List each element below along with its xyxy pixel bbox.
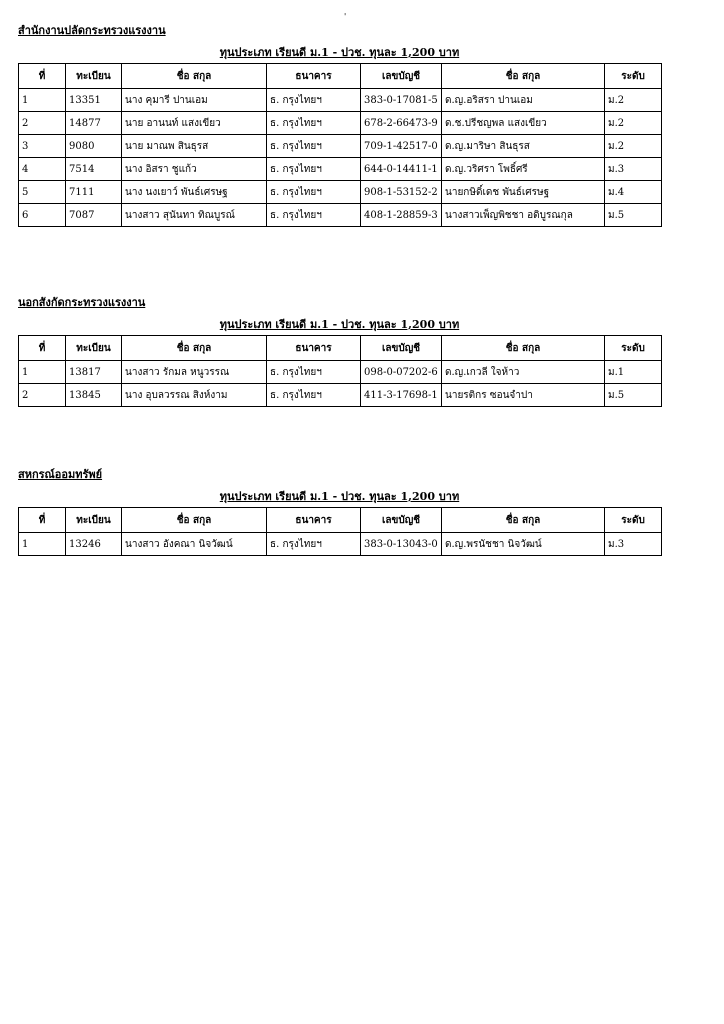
cell-parent-name: นาย อานนท์ แสงเขียว	[122, 112, 267, 135]
cell-registration: 13246	[66, 533, 122, 556]
cell-no: 1	[19, 533, 66, 556]
section-savings-cooperative	[18, 468, 661, 556]
cell-parent-name: นางสาว อังคณา นิจวัฒน์	[122, 533, 267, 556]
header-no: ที่	[19, 64, 66, 89]
header-parent-name: ชื่อ สกุล	[122, 64, 267, 89]
section-title: สำนักงานปลัดกระทรวงแรงงาน	[18, 24, 166, 37]
stray-mark: '	[344, 12, 347, 21]
header-registration: ทะเบียน	[66, 64, 122, 89]
table-header-row	[19, 508, 662, 533]
cell-student-name: ด.ญ.พรนัชชา นิจวัฒน์	[442, 533, 605, 556]
cell-registration: 7087	[66, 204, 122, 227]
cell-account-number: 644-0-14411-1	[361, 158, 442, 181]
header-registration: ทะเบียน	[66, 336, 122, 361]
table-row	[19, 204, 662, 227]
table-row	[19, 533, 662, 556]
header-account-number: เลขบัญชี	[361, 64, 442, 89]
cell-student-name: ด.ญ.วริศรา โพธิ์ศรี	[442, 158, 605, 181]
cell-level: ม.2	[605, 112, 662, 135]
cell-account-number: 411-3-17698-1	[361, 384, 442, 407]
cell-bank: ธ. กรุงไทยฯ	[267, 89, 361, 112]
table-row	[19, 181, 662, 204]
table-row	[19, 384, 662, 407]
table-header-row	[19, 64, 662, 89]
cell-no: 6	[19, 204, 66, 227]
scholarship-table	[18, 63, 662, 227]
table-caption: ทุนประเภท เรียนดี ม.1 - ปวช. ทุนละ 1,200 บาท	[219, 46, 460, 59]
cell-student-name: นายกษิดิ์เดช พันธ์เศรษฐ	[442, 181, 605, 204]
cell-registration: 13845	[66, 384, 122, 407]
table-row	[19, 89, 662, 112]
cell-no: 1	[19, 89, 66, 112]
header-parent-name: ชื่อ สกุล	[122, 336, 267, 361]
cell-level: ม.3	[605, 533, 662, 556]
scholarship-table	[18, 507, 662, 556]
cell-no: 5	[19, 181, 66, 204]
cell-no: 2	[19, 384, 66, 407]
header-level: ระดับ	[605, 64, 662, 89]
cell-parent-name: นาย มาณพ สินธุรส	[122, 135, 267, 158]
cell-bank: ธ. กรุงไทยฯ	[267, 158, 361, 181]
table-caption: ทุนประเภท เรียนดี ม.1 - ปวช. ทุนละ 1,200 บาท	[219, 318, 460, 331]
header-no: ที่	[19, 336, 66, 361]
cell-account-number: 678-2-66473-9	[361, 112, 442, 135]
header-parent-name: ชื่อ สกุล	[122, 508, 267, 533]
cell-student-name: ด.ญ.มาริษา สินธุรส	[442, 135, 605, 158]
header-bank: ธนาคาร	[267, 508, 361, 533]
section-title: นอกสังกัดกระทรวงแรงงาน	[18, 296, 146, 309]
header-level: ระดับ	[605, 508, 662, 533]
section-office-of-permanent-secretary	[18, 24, 661, 227]
cell-bank: ธ. กรุงไทยฯ	[267, 384, 361, 407]
cell-registration: 13351	[66, 89, 122, 112]
table-row	[19, 135, 662, 158]
cell-registration: 14877	[66, 112, 122, 135]
cell-parent-name: นาง อุบลวรรณ สิงห์งาม	[122, 384, 267, 407]
cell-account-number: 709-1-42517-0	[361, 135, 442, 158]
cell-level: ม.3	[605, 158, 662, 181]
table-row	[19, 158, 662, 181]
cell-student-name: ด.ญ.อริสรา ปานเอม	[442, 89, 605, 112]
cell-account-number: 908-1-53152-2	[361, 181, 442, 204]
cell-bank: ธ. กรุงไทยฯ	[267, 112, 361, 135]
header-student-name: ชื่อ สกุล	[442, 508, 605, 533]
cell-bank: ธ. กรุงไทยฯ	[267, 135, 361, 158]
cell-parent-name: นางสาว สุนันทา ทิณบูรณ์	[122, 204, 267, 227]
header-no: ที่	[19, 508, 66, 533]
table-row	[19, 361, 662, 384]
cell-level: ม.1	[605, 361, 662, 384]
cell-registration: 7514	[66, 158, 122, 181]
cell-parent-name: นาง นงเยาว์ พันธ์เศรษฐ	[122, 181, 267, 204]
section-title: สหกรณ์ออมทรัพย์	[18, 468, 103, 481]
cell-level: ม.5	[605, 204, 662, 227]
cell-bank: ธ. กรุงไทยฯ	[267, 533, 361, 556]
cell-account-number: 383-0-13043-0	[361, 533, 442, 556]
cell-registration: 13817	[66, 361, 122, 384]
cell-bank: ธ. กรุงไทยฯ	[267, 181, 361, 204]
cell-bank: ธ. กรุงไทยฯ	[267, 204, 361, 227]
header-level: ระดับ	[605, 336, 662, 361]
cell-account-number: 383-0-17081-5	[361, 89, 442, 112]
table-row	[19, 112, 662, 135]
cell-level: ม.2	[605, 89, 662, 112]
header-account-number: เลขบัญชี	[361, 508, 442, 533]
cell-registration: 9080	[66, 135, 122, 158]
cell-student-name: นายรติกร ซอนจำปา	[442, 384, 605, 407]
cell-no: 3	[19, 135, 66, 158]
table-caption: ทุนประเภท เรียนดี ม.1 - ปวช. ทุนละ 1,200 บาท	[219, 490, 460, 503]
cell-student-name: ด.ช.ปรีชญพล แสงเขียว	[442, 112, 605, 135]
cell-bank: ธ. กรุงไทยฯ	[267, 361, 361, 384]
header-student-name: ชื่อ สกุล	[442, 336, 605, 361]
header-bank: ธนาคาร	[267, 336, 361, 361]
cell-no: 2	[19, 112, 66, 135]
cell-student-name: ด.ญ.เกวลี ใจห้าว	[442, 361, 605, 384]
cell-level: ม.4	[605, 181, 662, 204]
cell-no: 1	[19, 361, 66, 384]
cell-account-number: 098-0-07202-6	[361, 361, 442, 384]
header-account-number: เลขบัญชี	[361, 336, 442, 361]
cell-level: ม.2	[605, 135, 662, 158]
cell-parent-name: นางสาว รักมล หนูวรรณ	[122, 361, 267, 384]
header-registration: ทะเบียน	[66, 508, 122, 533]
cell-level: ม.5	[605, 384, 662, 407]
cell-parent-name: นาง อิสรา ชูแก้ว	[122, 158, 267, 181]
section-outside-ministry	[18, 296, 661, 407]
cell-registration: 7111	[66, 181, 122, 204]
scholarship-table	[18, 335, 662, 407]
header-bank: ธนาคาร	[267, 64, 361, 89]
header-student-name: ชื่อ สกุล	[442, 64, 605, 89]
cell-student-name: นางสาวเพ็ญพิชชา อดิบูรณกุล	[442, 204, 605, 227]
cell-no: 4	[19, 158, 66, 181]
cell-parent-name: นาง คุมารี ปานเอม	[122, 89, 267, 112]
cell-account-number: 408-1-28859-3	[361, 204, 442, 227]
table-header-row	[19, 336, 662, 361]
